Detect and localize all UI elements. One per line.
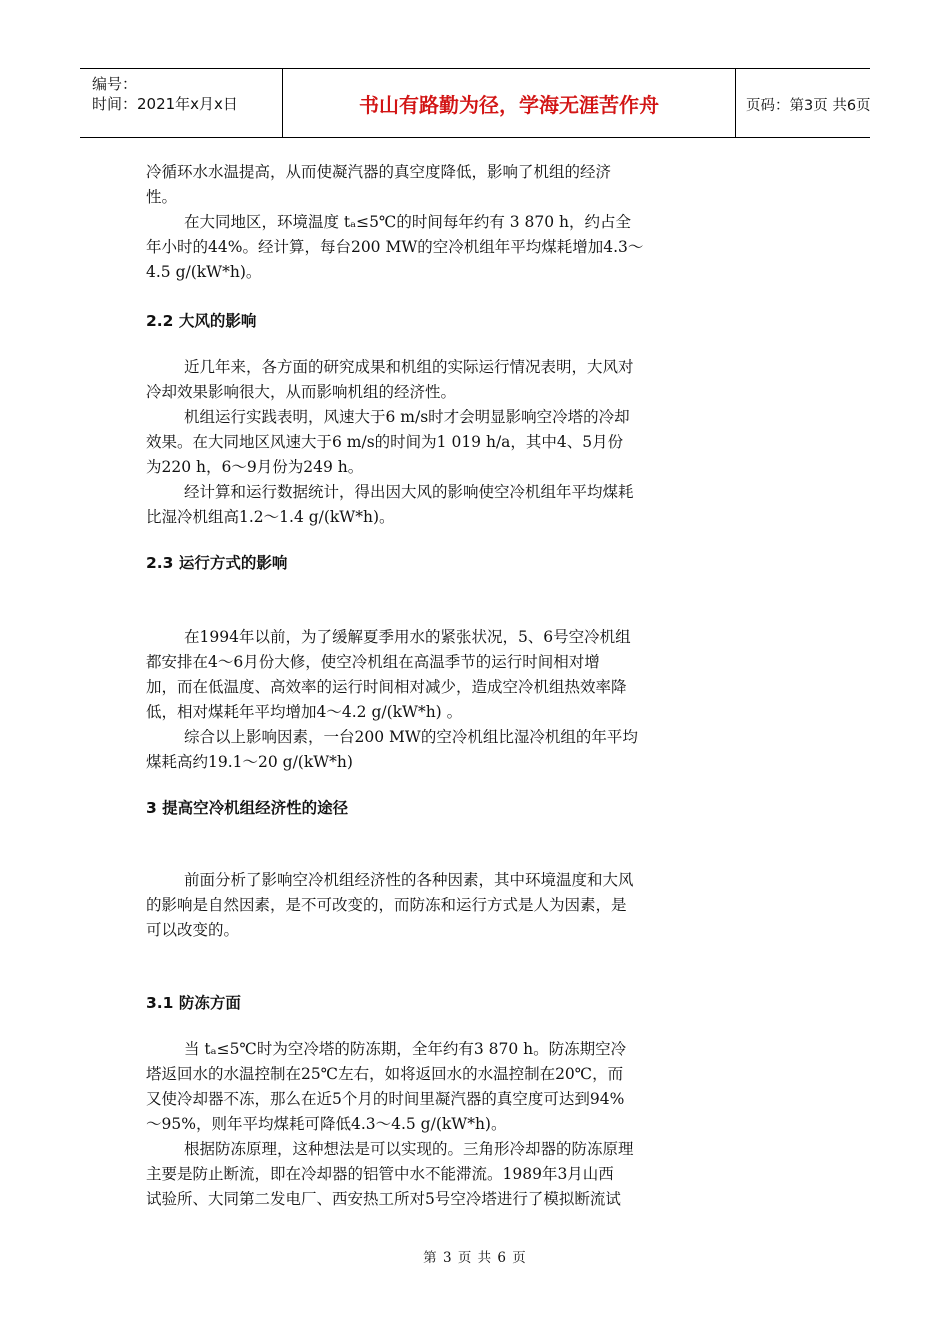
paragraph-line: 经计算和运行数据统计，得出因大风的影响使空冷机组年平均煤耗 xyxy=(184,483,634,501)
paragraph-line: 比湿冷机组高1.2～1.4 g/(kW*h)。 xyxy=(146,508,395,526)
section-heading-2-2: 2.2 大风的影响 xyxy=(146,312,257,330)
paragraph-line: 可以改变的。 xyxy=(146,921,240,939)
paragraph-line: 当 tₐ≤5℃时为空冷塔的防冻期，全年约有3 870 h。防冻期空冷 xyxy=(184,1040,627,1058)
paragraph-line: 为220 h，6～9月份为249 h。 xyxy=(146,458,364,476)
paragraph-line: 近几年来，各方面的研究成果和机组的实际运行情况表明，大风对 xyxy=(184,358,634,376)
document-number-label: 编号： xyxy=(92,75,138,93)
section-heading-3: 3 提高空冷机组经济性的途径 xyxy=(146,799,349,817)
paragraph-line: 在大同地区，环境温度 tₐ≤5℃的时间每年约有 3 870 h，约占全 xyxy=(184,213,632,231)
paragraph-line: 机组运行实践表明，风速大于6 m/s时才会明显影响空冷塔的冷却 xyxy=(184,408,630,426)
paragraph-line: 的影响是自然因素，是不可改变的，而防冻和运行方式是人为因素，是 xyxy=(146,896,627,914)
header-motto: 书山有路勤为径，学海无涯苦作舟 xyxy=(359,93,659,117)
paragraph-line: 塔返回水的水温控制在25℃左右，如将返回水的水温控制在20℃，而 xyxy=(146,1065,624,1083)
paragraph-line: 4.5 g/(kW*h)。 xyxy=(146,263,262,281)
paragraph-line: 性。 xyxy=(146,188,178,206)
paragraph-line: 主要是防止断流，即在冷却器的铝管中水不能滞流。1989年3月山西 xyxy=(146,1165,614,1183)
page-footer: 第 3 页 共 6 页 xyxy=(423,1250,527,1266)
section-heading-3-1: 3.1 防冻方面 xyxy=(146,994,241,1012)
paragraph-line: 又使冷却器不冻，那么在近5个月的时间里凝汽器的真空度可达到94% xyxy=(146,1090,625,1108)
paragraph-line: 加，而在低温度、高效率的运行时间相对减少，造成空冷机组热效率降 xyxy=(146,678,627,696)
paragraph-line: 前面分析了影响空冷机组经济性的各种因素，其中环境温度和大风 xyxy=(184,871,634,889)
document-date-label: 时间：2021年x月x日 xyxy=(92,95,238,113)
header-page-info: 页码：第3页 共6页 xyxy=(746,98,871,114)
paragraph-line: 在1994年以前，为了缓解夏季用水的紧张状况，5、6号空冷机组 xyxy=(184,628,631,646)
paragraph-line: 效果。在大同地区风速大于6 m/s的时间为1 019 h/a，其中4、5月份 xyxy=(146,433,624,451)
paragraph-line: 根据防冻原理，这种想法是可以实现的。三角形冷却器的防冻原理 xyxy=(184,1140,634,1158)
header-right-cell xyxy=(734,69,870,137)
paragraph-line: 低，相对煤耗年平均增加4～4.2 g/(kW*h) 。 xyxy=(146,703,463,721)
paragraph-line: ～95%，则年平均煤耗可降低4.3～4.5 g/(kW*h)。 xyxy=(146,1115,507,1133)
paragraph-line: 试验所、大同第二发电厂、西安热工所对5号空冷塔进行了模拟断流试 xyxy=(146,1190,621,1208)
header-left-cell xyxy=(80,69,282,137)
page-header xyxy=(80,68,870,138)
paragraph-line: 年小时的44%。经计算，每台200 MW的空冷机组年平均煤耗增加4.3～ xyxy=(146,238,644,256)
header-middle-cell xyxy=(282,69,736,137)
paragraph-line: 都安排在4～6月份大修，使空冷机组在高温季节的运行时间相对增 xyxy=(146,653,600,671)
section-heading-2-3: 2.3 运行方式的影响 xyxy=(146,554,288,572)
paragraph-line: 综合以上影响因素，一台200 MW的空冷机组比湿冷机组的年平均 xyxy=(184,728,638,746)
paragraph-line: 煤耗高约19.1～20 g/(kW*h) xyxy=(146,753,353,771)
paragraph-line: 冷却效果影响很大，从而影响机组的经济性。 xyxy=(146,383,457,401)
paragraph-line: 冷循环水水温提高，从而使凝汽器的真空度降低，影响了机组的经济 xyxy=(146,163,612,181)
